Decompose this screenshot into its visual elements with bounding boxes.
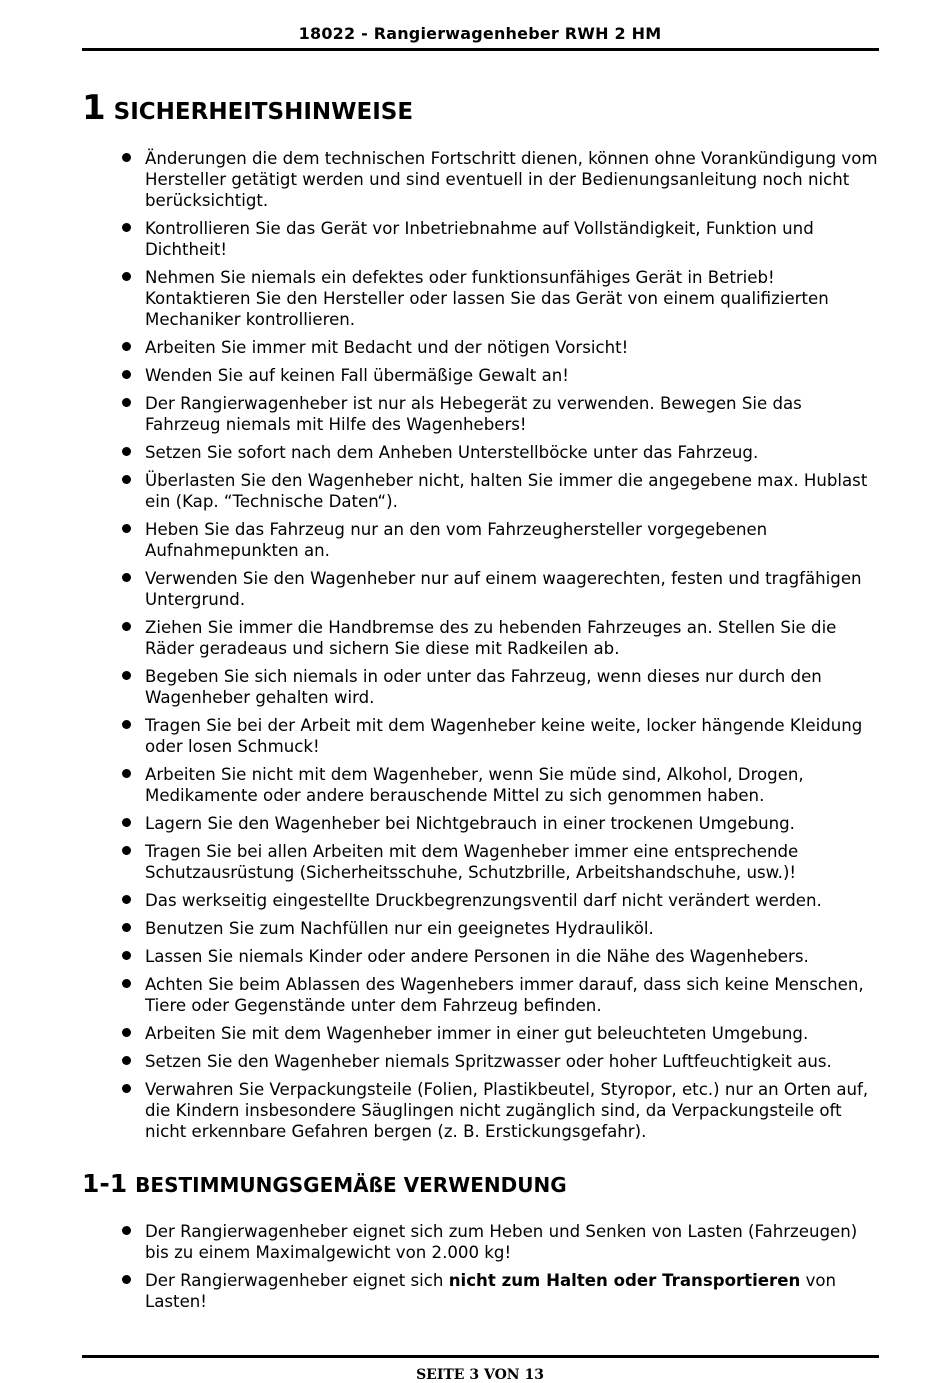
list-item xyxy=(122,666,882,708)
list-item xyxy=(122,918,882,939)
list-item-text: Arbeiten Sie immer mit Bedacht und der nötigen Vorsicht! xyxy=(145,338,629,357)
page-number: SEITE 3 VON 13 xyxy=(416,1367,544,1383)
list-item-text-start: Der Rangierwagenheber eignet sich xyxy=(145,1271,449,1290)
section-heading-safety xyxy=(82,88,413,128)
section-title: SICHERHEITSHINWEISE xyxy=(113,99,414,125)
list-item xyxy=(122,148,882,211)
list-item-text: Änderungen die dem technischen Fortschritt dienen, können ohne Vorankündigung vom Hersteller getätigt werden und sind eventuell in der Bedienungsanleitung noch nicht berücksichtigt. xyxy=(145,149,878,210)
bullet-icon xyxy=(122,895,131,904)
list-item-text: Ziehen Sie immer die Handbremse des zu hebenden Fahrzeuges an. Stellen Sie die Räder geradeaus und sichern Sie diese mit Radkeilen ab. xyxy=(145,618,837,658)
list-item xyxy=(122,218,882,260)
list-item-text: Setzen Sie den Wagenheber niemals Spritzwasser oder hoher Luftfeuchtigkeit aus. xyxy=(145,1052,832,1071)
list-item-text: Kontrollieren Sie das Gerät vor Inbetriebnahme auf Vollständigkeit, Funktion und Dichtheit! xyxy=(145,219,814,259)
list-item-text: Verwenden Sie den Wagenheber nur auf einem waagerechten, festen und tragfähigen Untergrund. xyxy=(145,569,862,609)
list-item-text: Der Rangierwagenheber ist nur als Hebegerät zu verwenden. Bewegen Sie das Fahrzeug niemals mit Hilfe des Wagenhebers! xyxy=(145,394,802,434)
safety-instructions-list xyxy=(122,148,882,1149)
bullet-icon xyxy=(122,720,131,729)
bullet-icon xyxy=(122,223,131,232)
list-item-text-end: von Lasten! xyxy=(145,1271,837,1311)
list-item-text: Tragen Sie bei allen Arbeiten mit dem Wagenheber immer eine entsprechende Schutzausrüstung (Sicherheitsschuhe, Schutzbrille, Arbeitshandschuhe, usw.)! xyxy=(145,842,799,882)
bullet-icon xyxy=(122,1275,131,1284)
section-number: 1-1 xyxy=(82,1169,128,1198)
bullet-icon xyxy=(122,951,131,960)
list-item-text: Nehmen Sie niemals ein defektes oder funktionsunfähiges Gerät in Betrieb! Kontaktieren Sie den Hersteller oder lassen Sie das Gerät von einem qualifizierten Mechaniker kontrollieren. xyxy=(145,268,829,329)
bullet-icon xyxy=(122,1056,131,1065)
list-item-text: Achten Sie beim Ablassen des Wagenhebers immer darauf, dass sich keine Menschen, Tiere oder Gegenstände unter dem Fahrzeug befinden. xyxy=(145,975,864,1015)
document-title: 18022 - Rangierwagenheber RWH 2 HM xyxy=(298,24,662,43)
bullet-icon xyxy=(122,1084,131,1093)
list-item xyxy=(122,715,882,757)
bullet-icon xyxy=(122,1028,131,1037)
list-item xyxy=(122,617,882,659)
list-item xyxy=(122,946,882,967)
list-item xyxy=(122,519,882,561)
bullet-icon xyxy=(122,818,131,827)
section-title: BESTIMMUNGSGEMÄßE VERWENDUNG xyxy=(135,1173,567,1197)
bullet-icon xyxy=(122,622,131,631)
bullet-icon xyxy=(122,272,131,281)
list-item-text: Arbeiten Sie mit dem Wagenheber immer in einer gut beleuchteten Umgebung. xyxy=(145,1024,809,1043)
bullet-icon xyxy=(122,475,131,484)
bullet-icon xyxy=(122,671,131,680)
list-item-text: Heben Sie das Fahrzeug nur an den vom Fahrzeughersteller vorgegebenen Aufnahmepunkten an. xyxy=(145,520,768,560)
footer-divider xyxy=(82,1355,879,1358)
list-item xyxy=(122,1079,882,1142)
bullet-icon xyxy=(122,573,131,582)
list-item-text: Benutzen Sie zum Nachfüllen nur ein geeignetes Hydrauliköl. xyxy=(145,919,654,938)
header-divider xyxy=(82,48,879,51)
bullet-icon xyxy=(122,342,131,351)
list-item xyxy=(122,764,882,806)
list-item xyxy=(122,890,882,911)
list-item-text-bold: nicht zum Halten oder Transportieren xyxy=(448,1271,801,1290)
list-item xyxy=(122,1051,882,1072)
list-item-text: Begeben Sie sich niemals in oder unter das Fahrzeug, wenn dieses nur durch den Wagenheber gehalten wird. xyxy=(145,667,822,707)
section-heading-intended-use xyxy=(82,1169,567,1198)
list-item xyxy=(122,442,882,463)
list-item xyxy=(122,568,882,610)
list-item xyxy=(122,267,882,330)
list-item xyxy=(122,337,882,358)
bullet-icon xyxy=(122,398,131,407)
list-item xyxy=(122,470,882,512)
list-item-text: Tragen Sie bei der Arbeit mit dem Wagenheber keine weite, locker hängende Kleidung oder losen Schmuck! xyxy=(145,716,863,756)
list-item xyxy=(122,841,882,883)
bullet-icon xyxy=(122,769,131,778)
bullet-icon xyxy=(122,524,131,533)
list-item-text: Der Rangierwagenheber eignet sich zum Heben und Senken von Lasten (Fahrzeugen) bis zu einem Maximalgewicht von 2.000 kg! xyxy=(145,1222,858,1262)
list-item-text: Arbeiten Sie nicht mit dem Wagenheber, wenn Sie müde sind, Alkohol, Drogen, Medikamente oder andere berauschende Mittel zu sich genommen haben. xyxy=(145,765,804,805)
list-item-text: Lassen Sie niemals Kinder oder andere Personen in die Nähe des Wagenhebers. xyxy=(145,947,809,966)
list-item-text: Lagern Sie den Wagenheber bei Nichtgebrauch in einer trockenen Umgebung. xyxy=(145,814,795,833)
section-number: 1 xyxy=(82,88,106,128)
list-item xyxy=(122,1023,882,1044)
bullet-icon xyxy=(122,979,131,988)
list-item-text: Überlasten Sie den Wagenheber nicht, halten Sie immer die angegebene max. Hublast ein (Kap. “Technische Daten“). xyxy=(145,471,868,511)
bullet-icon xyxy=(122,1226,131,1235)
list-item xyxy=(122,1270,882,1312)
bullet-icon xyxy=(122,923,131,932)
intended-use-list xyxy=(122,1221,882,1319)
list-item xyxy=(122,365,882,386)
list-item xyxy=(122,1221,882,1263)
list-item xyxy=(122,813,882,834)
list-item xyxy=(122,393,882,435)
list-item xyxy=(122,974,882,1016)
bullet-icon xyxy=(122,153,131,162)
list-item-text: Verwahren Sie Verpackungsteile (Folien, Plastikbeutel, Styropor, etc.) nur an Orten auf, die Kindern insbesondere Säuglingen nicht zugänglich sind, da Verpackungsteile oft nicht erkennbare Gefahren bergen (z. B. Erstickungsgefahr). xyxy=(145,1080,869,1141)
list-item-text: Setzen Sie sofort nach dem Anheben Unterstellböcke unter das Fahrzeug. xyxy=(145,443,759,462)
bullet-icon xyxy=(122,447,131,456)
list-item-text: Wenden Sie auf keinen Fall übermäßige Gewalt an! xyxy=(145,366,569,385)
list-item-text: Das werkseitig eingestellte Druckbegrenzungsventil darf nicht verändert werden. xyxy=(145,891,822,910)
bullet-icon xyxy=(122,370,131,379)
bullet-icon xyxy=(122,846,131,855)
